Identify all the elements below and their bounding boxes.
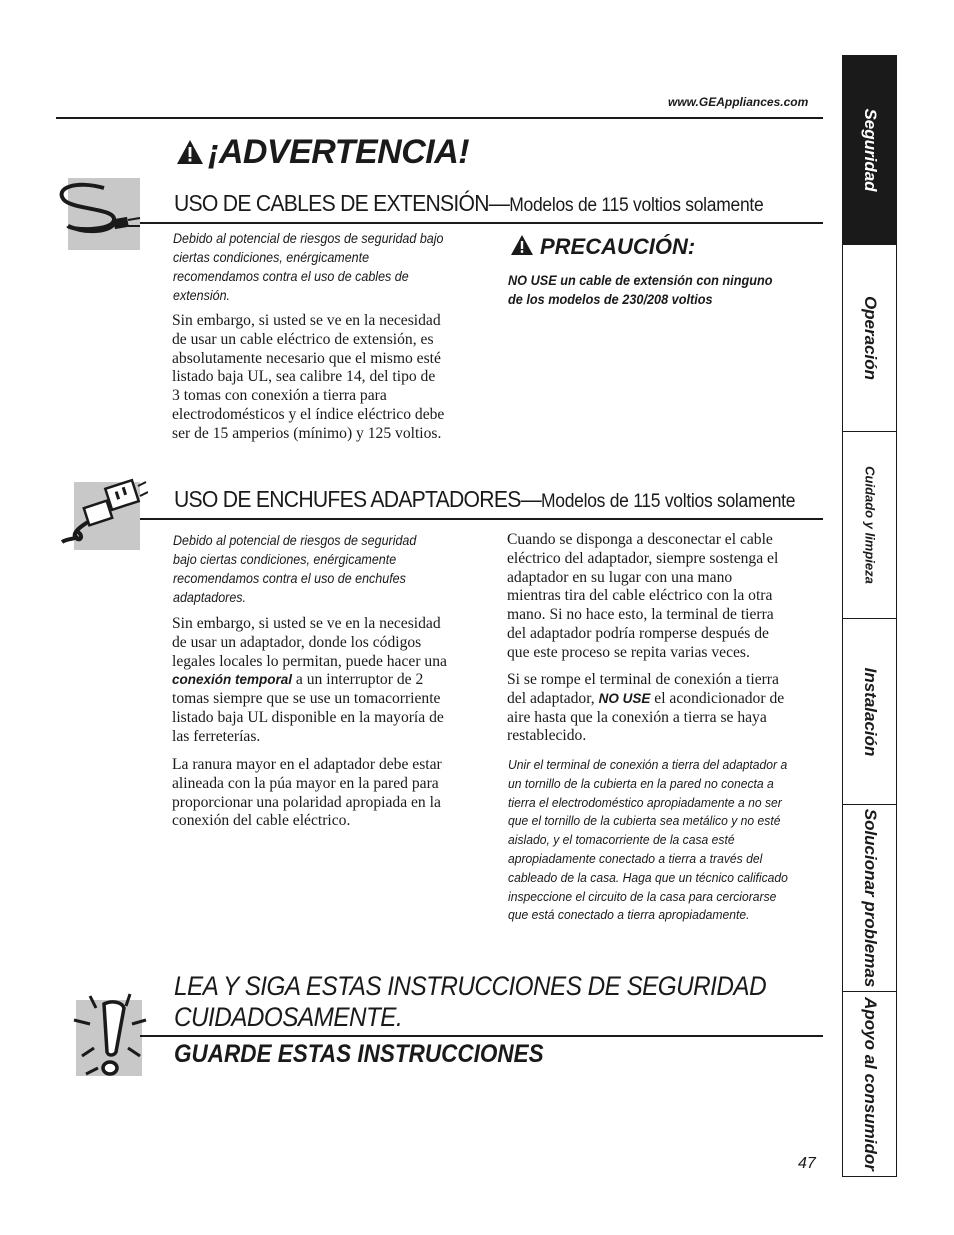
- adapter-body-text-2: La ranura mayor en el adaptador debe estar alineada con la púa mayor en la pared para proporcionar una polaridad apropiada en la conexión del cable eléctrico.: [172, 756, 442, 830]
- temporary-connection-emphasis: conexión temporal: [172, 672, 293, 688]
- no-use-emphasis: NO USE: [598, 690, 651, 706]
- extension-heading: USO DE CABLES DE EXTENSIÓN—Modelos de 115 voltios solamente: [174, 190, 764, 216]
- tab-solucionar-problemas[interactable]: Solucionar problemas: [843, 804, 896, 991]
- tab-apoyo-consumidor[interactable]: Apoyo al consumidor: [843, 991, 896, 1176]
- adapter-heading: USO DE ENCHUFES ADAPTADORES—Modelos de 115 voltios solamente: [174, 486, 796, 512]
- adapter-right-text-2: Si se rompe el terminal de conexión a tierra del adaptador, NO USE el acondicionador de aire hasta que la conexión a tierra se haya restablecido.: [507, 671, 785, 745]
- top-rule: [56, 117, 823, 119]
- side-navigation: [842, 55, 897, 1177]
- adapter-warning-text: Debido al potencial de riesgos de seguridad bajo ciertas condiciones, enérgicamente recomendamos contra el uso de enchufes adaptadores.: [173, 533, 417, 605]
- adapter-right-text-1: Cuando se disponga a desconectar el cable eléctrico del adaptador, siempre sostenga el adaptador en su lugar con una mano mientras tira del cable eléctrico con la otra mano. Si no hace esto, la terminal de tierra del adaptador podría romperse después de que este proceso se repita varias veces.: [507, 531, 779, 661]
- caution-text: NO USE un cable de extensión con ninguno de los modelos de 230/208 voltios: [508, 273, 773, 307]
- page-title: ¡ADVERTENCIA!: [176, 133, 469, 172]
- adapter-body-text-1: Sin embargo, si usted se ve en la necesidad de usar un adaptador, donde los códigos legales locales lo permitan, puede hacer una conexión temporal a un interruptor de 2 tomas siempre que se use un tomacorriente listado baja UL disponible en la mayoría de las ferreterías.: [172, 615, 447, 745]
- read-follow-instructions: LEA Y SIGA ESTAS INSTRUCCIONES DE SEGURIDAD CUIDADOSAMENTE.: [174, 971, 767, 1032]
- exclamation-icon: [60, 982, 160, 1082]
- tab-operacion[interactable]: Operación: [843, 244, 896, 431]
- warning-triangle-icon: [176, 139, 204, 165]
- tab-cuidado-limpieza[interactable]: Cuidado y limpieza: [843, 431, 896, 618]
- exclamation-illustration: [76, 1000, 142, 1076]
- extension-cord-icon: [56, 178, 148, 250]
- tab-seguridad[interactable]: Seguridad: [843, 56, 896, 244]
- tab-instalacion[interactable]: Instalación: [843, 618, 896, 804]
- adapter-plug-illustration: [74, 482, 140, 550]
- save-instructions: GUARDE ESTAS INSTRUCCIONES: [174, 1040, 544, 1068]
- adapter-rule: [140, 518, 823, 520]
- extension-warning-text: Debido al potencial de riesgos de seguridad bajo ciertas condiciones, enérgicamente recomendamos contra el uso de cables de extensión.: [173, 231, 444, 303]
- extension-cord-illustration: [68, 178, 140, 250]
- page-number: 47: [798, 1155, 816, 1172]
- adapter-plug-icon: [58, 478, 148, 550]
- extension-body-text: Sin embargo, si usted se ve en la necesidad de usar un cable eléctrico de extensión, es absolutamente necesario que el mismo esté listado baja UL, sea calibre 14, del tipo de 3 tomas con conexión a tierra para electrodomésticos y el índice eléctrico debe ser de 15 amperios (mínimo) y 125 voltios.: [172, 312, 445, 442]
- website-url: www.GEAppliances.com: [668, 95, 809, 109]
- extension-rule: [140, 222, 823, 224]
- warning-triangle-icon: [510, 234, 534, 256]
- adapter-grounding-note: Unir el terminal de conexión a tierra del adaptador a un tornillo de la cubierta en la pared no conecta a tierra el electrodoméstico apropiadamente a no ser que el tornillo de la cubierta sea metálico y no esté aislado, y el tomacorriente de la casa esté apropiadamente conectado a tierra a través del cableado de la casa. Haga que un técnico calificado inspeccione el circuito de la casa para cerciorarse que está conectado a tierra apropiadamente.: [508, 757, 788, 923]
- caution-heading: PRECAUCIÓN:: [510, 234, 695, 260]
- bottom-rule: [140, 1035, 823, 1037]
